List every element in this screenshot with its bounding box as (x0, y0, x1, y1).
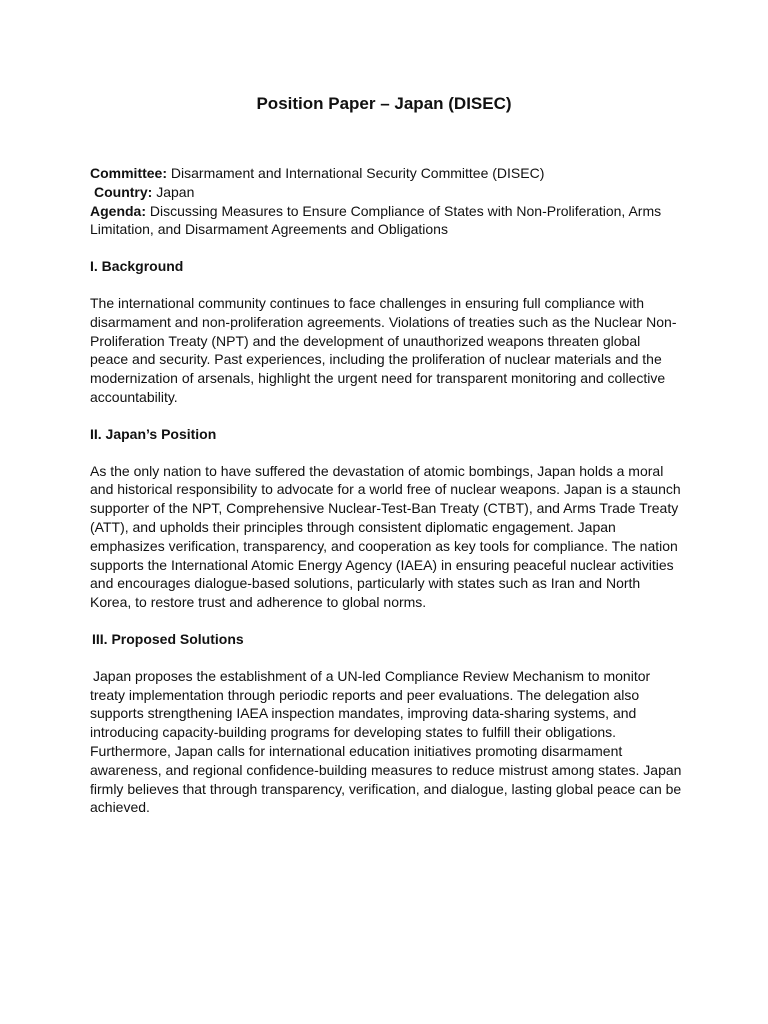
document-title: Position Paper – Japan (DISEC) (256, 94, 512, 113)
document-body (90, 164, 690, 817)
committee-label: Committee: (90, 165, 168, 181)
country-line (90, 183, 690, 202)
section-heading-solutions: III. Proposed Solutions (92, 630, 244, 647)
country-label: Country: (94, 183, 153, 200)
agenda-value: Discussing Measures to Ensure Compliance of States with Non-Proliferation, Arms Limitation, and Disarmament Agreements and Obligations (90, 202, 662, 238)
committee-line (90, 164, 690, 183)
section-heading-background: I. Background (90, 258, 184, 275)
country-value: Japan (156, 183, 195, 200)
section-body-position: As the only nation to have suffered the devastation of atomic bombings, Japan holds a moral and historical responsibility to advocate for a world free of nuclear weapons. Japan is a staunch supporter of the NPT, Comprehensive Nuclear-Test-Ban Treaty (CTBT), and Arms Trade Treaty (ATT), and upholds their principles through consistent diplomatic engagement. Japan emphasizes verification, transparency, and cooperation as key tools for compliance. The nation supports the International Atomic Energy Agency (IAEA) in ensuring peaceful nuclear activities and encourages dialogue-based solutions, particularly with states such as Iran and North Korea, to restore trust and adherence to global norms. (90, 462, 681, 611)
committee-value: Disarmament and International Security Committee (DISEC) (170, 165, 545, 181)
agenda-label: Agenda: (90, 202, 146, 219)
section-body-background: The international community continues to face challenges in ensuring full compliance with disarmament and non-proliferation agreements. Violations of treaties such as the Nuclear Non-Proliferation Treaty (NPT) and the development of unauthorized weapons threaten global peace and security. Past experiences, including the proliferation of nuclear materials and the modernization of arsenals, highlight the urgent need for transparent monitoring and collective accountability. (90, 294, 677, 405)
section-heading-position: II. Japan’s Position (90, 425, 217, 442)
agenda-line (90, 202, 682, 240)
section-body-solutions: Japan proposes the establishment of a UN-led Compliance Review Mechanism to monitor treaty implementation through periodic reports and peer evaluations. The delegation also supports strengthening IAEA inspection mandates, improving data-sharing systems, and introducing capacity-building programs for developing states to fulfill their obligations. Furthermore, Japan calls for international education initiatives promoting disarmament awareness, and regional confidence-building measures to reduce mistrust among states. Japan firmly believes that through transparency, verification, and dialogue, lasting global peace can be achieved. (90, 667, 682, 816)
